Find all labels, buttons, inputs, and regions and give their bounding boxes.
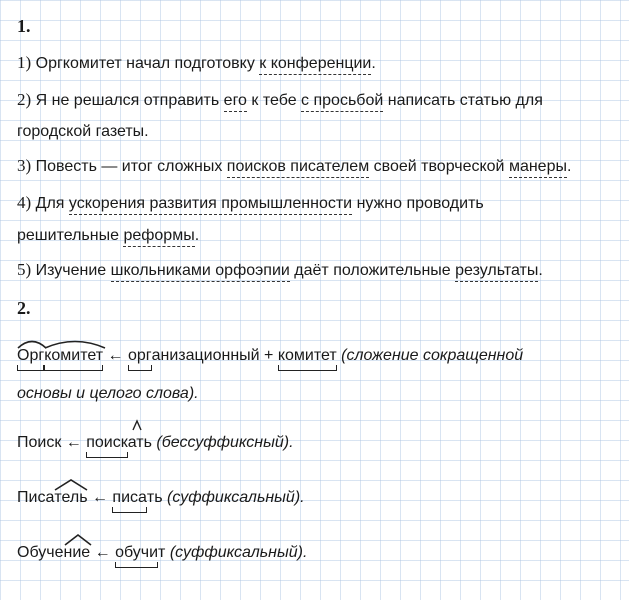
text: даёт положительные bbox=[289, 262, 456, 279]
word-stem: Писа bbox=[17, 489, 55, 506]
text: т bbox=[158, 544, 166, 561]
dotted-underline-phrase: с просьбой bbox=[301, 92, 383, 112]
sentence-5 bbox=[17, 260, 543, 281]
dotted-underline-phrase: его bbox=[224, 92, 247, 112]
text: . bbox=[194, 227, 200, 244]
text: нужно проводить bbox=[352, 195, 484, 212]
item-number: 5) bbox=[17, 260, 32, 279]
suffix-text: ние bbox=[63, 544, 91, 561]
arrow-left: ← bbox=[87, 489, 113, 506]
text: Изучение bbox=[35, 262, 111, 279]
arrow-left: ← bbox=[103, 347, 128, 364]
word: Поиск bbox=[17, 434, 62, 451]
base-komitet: комитет bbox=[277, 347, 337, 364]
dotted-underline-phrase: манеры bbox=[509, 158, 567, 178]
text: Оргкомитет начал подготовку bbox=[35, 55, 260, 72]
text: своей творческой bbox=[369, 158, 509, 175]
base-poisk: поиск bbox=[86, 434, 128, 451]
formation-note: (суффиксальный). bbox=[162, 489, 305, 506]
word-analysis-note-continuation: основы и целого слова). bbox=[17, 385, 199, 402]
ending-at bbox=[128, 433, 152, 453]
plus-sign: + bbox=[259, 347, 278, 364]
word-analysis-poisk bbox=[17, 433, 294, 453]
root-org bbox=[17, 346, 44, 366]
base-obuchi: обучи bbox=[115, 544, 159, 561]
task2-heading: 2. bbox=[17, 298, 31, 318]
dotted-underline-phrase: школьниками орфоэпии bbox=[111, 262, 290, 282]
word-stem: Обуче bbox=[17, 544, 64, 561]
text: Я не решался отправить bbox=[35, 92, 224, 109]
suffix-mark bbox=[64, 534, 92, 546]
text: Для bbox=[35, 195, 69, 212]
text: решительные bbox=[17, 227, 124, 244]
text: ть bbox=[146, 489, 163, 506]
arrow-left: ← bbox=[61, 434, 87, 451]
task1-heading: 1. bbox=[17, 16, 31, 36]
root-text: комитет bbox=[44, 347, 104, 364]
sentence-4 bbox=[17, 193, 484, 214]
sentence-2-continuation: городской газеты. bbox=[17, 123, 149, 140]
word-analysis-obuchenie bbox=[17, 543, 307, 563]
text: . bbox=[371, 55, 376, 72]
base-pisa: писа bbox=[112, 489, 147, 506]
sentence-4-continuation bbox=[17, 226, 199, 246]
dotted-underline-phrase: реформы bbox=[123, 227, 194, 247]
sentence-3 bbox=[17, 156, 571, 177]
text: . bbox=[566, 158, 572, 175]
suffix-nie bbox=[64, 543, 91, 563]
suffix-tel bbox=[54, 488, 87, 508]
arrow-left: ← bbox=[90, 544, 116, 561]
base-org: орг bbox=[127, 347, 152, 364]
root-text: Орг bbox=[17, 347, 45, 364]
word-analysis-orgkomitet bbox=[17, 346, 523, 366]
root-komitet bbox=[44, 346, 103, 366]
item-number: 2) bbox=[17, 90, 32, 109]
formation-note: (сложение сокращенной bbox=[336, 347, 524, 364]
dotted-underline-phrase: результаты bbox=[455, 262, 538, 282]
text: к тебе bbox=[246, 92, 302, 109]
root-arc-mark bbox=[44, 337, 106, 349]
dotted-underline-phrase: к конференции bbox=[259, 55, 371, 75]
suffix-text: тель bbox=[54, 489, 88, 506]
dotted-underline-phrase: поисков писателем bbox=[227, 158, 369, 178]
text: . bbox=[538, 262, 543, 279]
word-analysis-pisatel bbox=[17, 488, 305, 508]
formation-note: (бессуффиксный). bbox=[151, 434, 294, 451]
formation-note: (суффиксальный). bbox=[165, 544, 308, 561]
text: анизационный bbox=[151, 347, 260, 364]
ending-text: ать bbox=[127, 434, 152, 451]
text: Повесть — итог сложных bbox=[35, 158, 227, 175]
item-number: 3) bbox=[17, 156, 32, 175]
zero-suffix-caret-mark bbox=[132, 420, 142, 431]
root-arc-mark bbox=[17, 337, 47, 349]
suffix-mark bbox=[54, 479, 88, 491]
sentence-1 bbox=[17, 53, 376, 74]
dotted-underline-phrase: ускорения развития промышленности bbox=[69, 195, 352, 215]
text: написать статью для bbox=[383, 92, 543, 109]
item-number: 4) bbox=[17, 193, 32, 212]
item-number: 1) bbox=[17, 53, 32, 72]
sentence-2 bbox=[17, 90, 543, 111]
